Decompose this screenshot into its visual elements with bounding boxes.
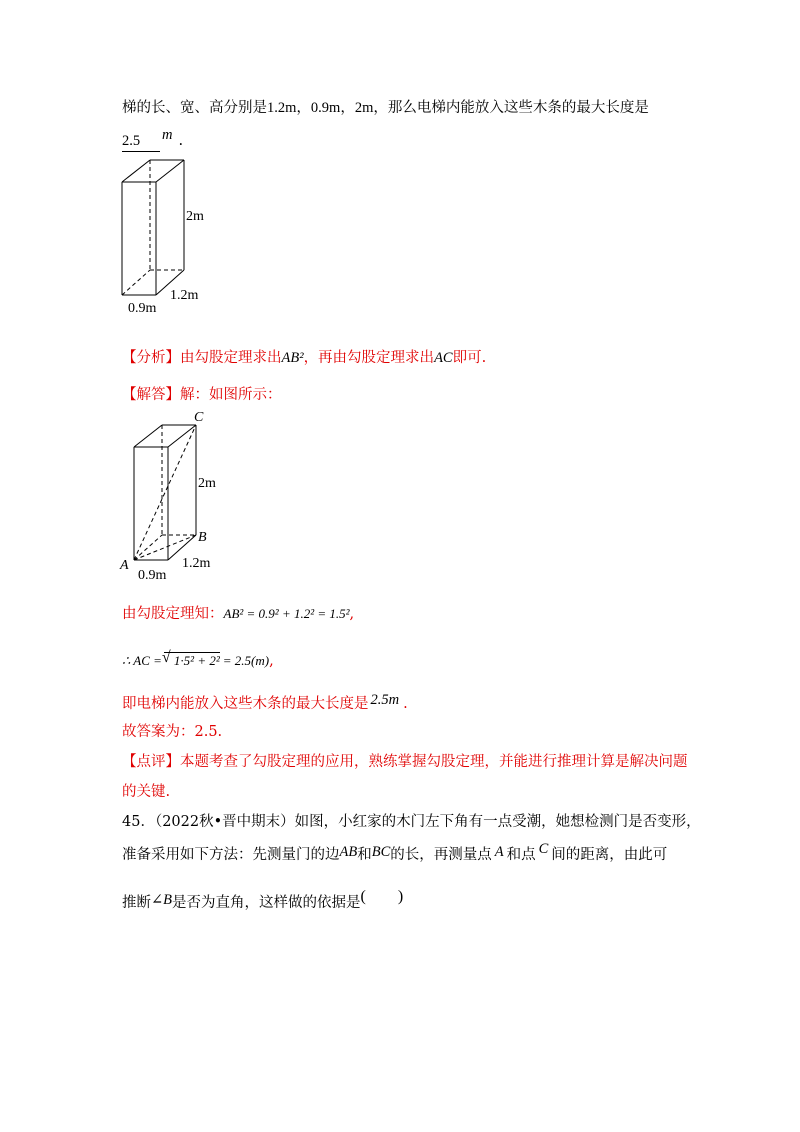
text-segment: 和点 — [506, 847, 536, 863]
final-answer — [122, 722, 222, 742]
answer-blank: 2.5 — [122, 131, 160, 152]
text-segment: 45．（2022秋•晋中期末）如图，小红家的木门左下角有一点受潮，她想检测门是否变形， — [122, 814, 701, 830]
label-a: A — [120, 558, 129, 573]
answer-parentheses: ( ) — [360, 888, 404, 905]
text-segment: 间的距离，由此可 — [551, 847, 668, 863]
formula-ab: AB² = 0.9² + 1.2² = 1.5² — [223, 606, 350, 621]
step-1 — [122, 604, 354, 624]
period: . — [178, 133, 184, 149]
formula-ac-prefix: ∴ AC = — [122, 653, 162, 668]
sqrt-radicand: √ 1·5² + 2² — [164, 652, 220, 669]
text-segment: 的长，再测量点 — [390, 847, 492, 863]
step-2 — [122, 651, 274, 671]
text-segment: 由勾股定理知： — [122, 606, 224, 622]
text-segment: 的关键. — [122, 784, 171, 800]
angle-b: ∠B — [151, 892, 173, 908]
box-figure-1 — [110, 150, 220, 320]
question-45-line-3 — [122, 888, 404, 913]
box-figure-2 — [116, 405, 226, 583]
ab-squared: AB² — [281, 350, 304, 366]
edge-bc: BC — [371, 844, 391, 860]
edge-ab: AB — [339, 844, 358, 860]
comma: , — [349, 606, 355, 622]
solution-tag: 【解答】 — [122, 387, 180, 403]
ac-term: AC — [434, 350, 453, 366]
answer-line — [122, 127, 184, 152]
text-segment: ，再由勾股定理求出 — [303, 350, 435, 366]
length-label: 1.2m — [170, 288, 199, 303]
text-segment: 推断 — [122, 895, 151, 911]
formula-ac-result: = 2.5(m) — [222, 653, 270, 668]
max-length-value: 2.5m — [370, 692, 400, 708]
height-value: 2m — [354, 100, 374, 116]
text-segment: 即电梯内能放入这些木条的最大长度是 — [122, 696, 369, 712]
text-segment: 即可. — [452, 350, 487, 366]
analysis-tag: 【分析】 — [122, 350, 180, 366]
width-label: 0.9m — [128, 301, 157, 316]
period: . — [403, 696, 408, 712]
solution-line — [122, 385, 282, 405]
point-c: C — [538, 841, 549, 857]
question-45-line-2 — [122, 841, 668, 865]
width-value: 0.9m — [310, 100, 341, 116]
height-label: 2m — [186, 209, 204, 224]
comment-line-2 — [122, 782, 170, 802]
text-segment: ，那么电梯内能放入这些木条的最大长度是 — [373, 100, 649, 116]
width-label: 0.9m — [138, 568, 167, 583]
comma: , — [269, 653, 274, 669]
analysis-line — [122, 348, 486, 368]
text-segment: 本题考查了勾股定理的应用，熟练掌握勾股定理，并能进行推理计算是解决问题 — [180, 754, 688, 770]
text-segment: 梯的长、宽、高分别是 — [122, 100, 267, 116]
text-segment: 由勾股定理求出 — [180, 350, 282, 366]
length-value: 1.2m — [267, 100, 297, 116]
text-segment: 是否为直角，这样做的依据是 — [172, 895, 361, 911]
unit: m — [162, 127, 173, 143]
text-segment: 解：如图所示： — [180, 387, 282, 403]
text-segment: 准备采用如下方法：先测量门的边 — [122, 847, 340, 863]
comment-tag: 【点评】 — [122, 754, 180, 770]
label-c: C — [194, 410, 204, 425]
comment-line-1 — [122, 752, 688, 772]
separator: ， — [340, 100, 355, 116]
height-label: 2m — [198, 476, 216, 491]
point-a: A — [494, 844, 504, 860]
problem-text-line-1 — [122, 98, 649, 118]
question-45-line-1 — [122, 812, 701, 832]
label-b: B — [198, 530, 207, 545]
step-3 — [122, 694, 408, 714]
text-segment: 和 — [357, 847, 372, 863]
length-label: 1.2m — [182, 556, 211, 571]
separator: ， — [296, 100, 311, 116]
text-segment: 故答案为：2.5. — [122, 724, 223, 740]
